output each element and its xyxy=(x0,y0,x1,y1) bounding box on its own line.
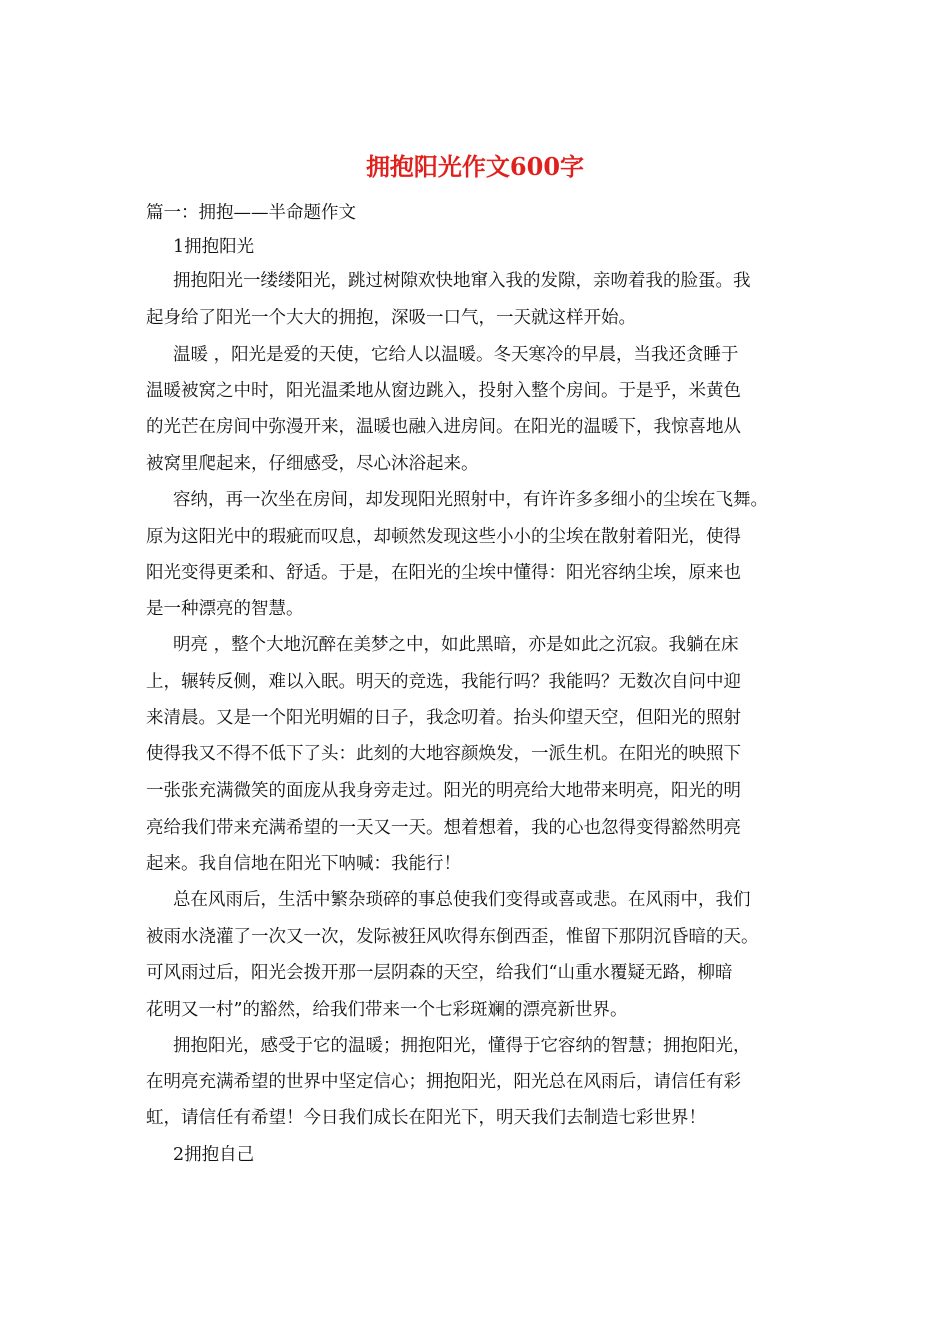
subsection-heading: 2拥抱自己 xyxy=(173,1145,255,1165)
paragraph-line: 来清晨。又是一个阳光明媚的日子，我念叨着。抬头仰望天空，但阳光的照射 xyxy=(146,708,741,728)
paragraph-line: 的光芒在房间中弥漫开来，温暖也融入进房间。在阳光的温暖下，我惊喜地从 xyxy=(146,417,741,437)
paragraph-line: 被雨水浇灌了一次又一次，发际被狂风吹得东倒西歪，惟留下那阴沉昏暗的天。 xyxy=(146,927,759,947)
paragraph-line: 拥抱阳光，感受于它的温暖；拥抱阳光，懂得于它容纳的智慧；拥抱阳光， xyxy=(173,1036,751,1056)
paragraph-line: 使得我又不得不低下了头：此刻的大地容颜焕发，一派生机。在阳光的映照下 xyxy=(146,744,741,764)
paragraph-line: 上，辗转反侧，难以入眠。明天的竞选，我能行吗？我能吗？无数次自问中迎 xyxy=(146,672,741,692)
paragraph-line: 明亮 ，整个大地沉醉在美梦之中，如此黑暗，亦是如此之沉寂。我躺在床 xyxy=(173,635,739,655)
subsection-heading: 1拥抱阳光 xyxy=(173,237,255,257)
paragraph-line: 在明亮充满希望的世界中坚定信心；拥抱阳光，阳光总在风雨后，请信任有彩 xyxy=(146,1072,741,1092)
paragraph-line: 花明又一村”的豁然，给我们带来一个七彩斑斓的漂亮新世界。 xyxy=(146,1000,628,1020)
paragraph-line: 拥抱阳光一缕缕阳光，跳过树隙欢快地窜入我的发隙，亲吻着我的脸蛋。我 xyxy=(173,271,751,291)
paragraph-line: 阳光变得更柔和、舒适。于是，在阳光的尘埃中懂得：阳光容纳尘埃，原来也 xyxy=(146,563,741,583)
paragraph-line: 亮给我们带来充满希望的一天又一天。想着想着，我的心也忽得变得豁然明亮 xyxy=(146,818,741,838)
document-title: 拥抱阳光作文600字 xyxy=(365,152,585,181)
paragraph-line: 被窝里爬起来，仔细感受，尽心沐浴起来。 xyxy=(146,454,479,474)
paragraph-line: 总在风雨后，生活中繁杂琐碎的事总使我们变得或喜或悲。在风雨中，我们 xyxy=(173,890,751,910)
paragraph-line: 原为这阳光中的瑕疵而叹息，却顿然发现这些小小的尘埃在散射着阳光，使得 xyxy=(146,527,741,547)
paragraph-line: 一张张充满微笑的面庞从我身旁走过。阳光的明亮给大地带来明亮，阳光的明 xyxy=(146,781,741,801)
paragraph-line: 温暖 ，阳光是爱的天使，它给人以温暖。冬天寒冷的早晨，当我还贪睡于 xyxy=(173,345,739,365)
paragraph-line: 虹，请信任有希望！今日我们成长在阳光下，明天我们去制造七彩世界！ xyxy=(146,1108,706,1128)
section-heading: 篇一：拥抱——半命题作文 xyxy=(146,203,356,223)
paragraph-line: 起身给了阳光一个大大的拥抱，深吸一口气，一天就这样开始。 xyxy=(146,308,636,328)
paragraph-line: 温暖被窝之中时，阳光温柔地从窗边跳入，投射入整个房间。于是乎，米黄色 xyxy=(146,381,741,401)
paragraph-line: 容纳，再一次坐在房间，却发现阳光照射中，有许许多多细小的尘埃在飞舞。 xyxy=(173,490,768,510)
paragraph-line: 起来。我自信地在阳光下呐喊：我能行！ xyxy=(146,854,461,874)
paragraph-line: 可风雨过后，阳光会拨开那一层阴森的天空，给我们“山重水覆疑无路，柳暗 xyxy=(146,963,733,983)
paragraph-line: 是一种漂亮的智慧。 xyxy=(146,599,304,619)
